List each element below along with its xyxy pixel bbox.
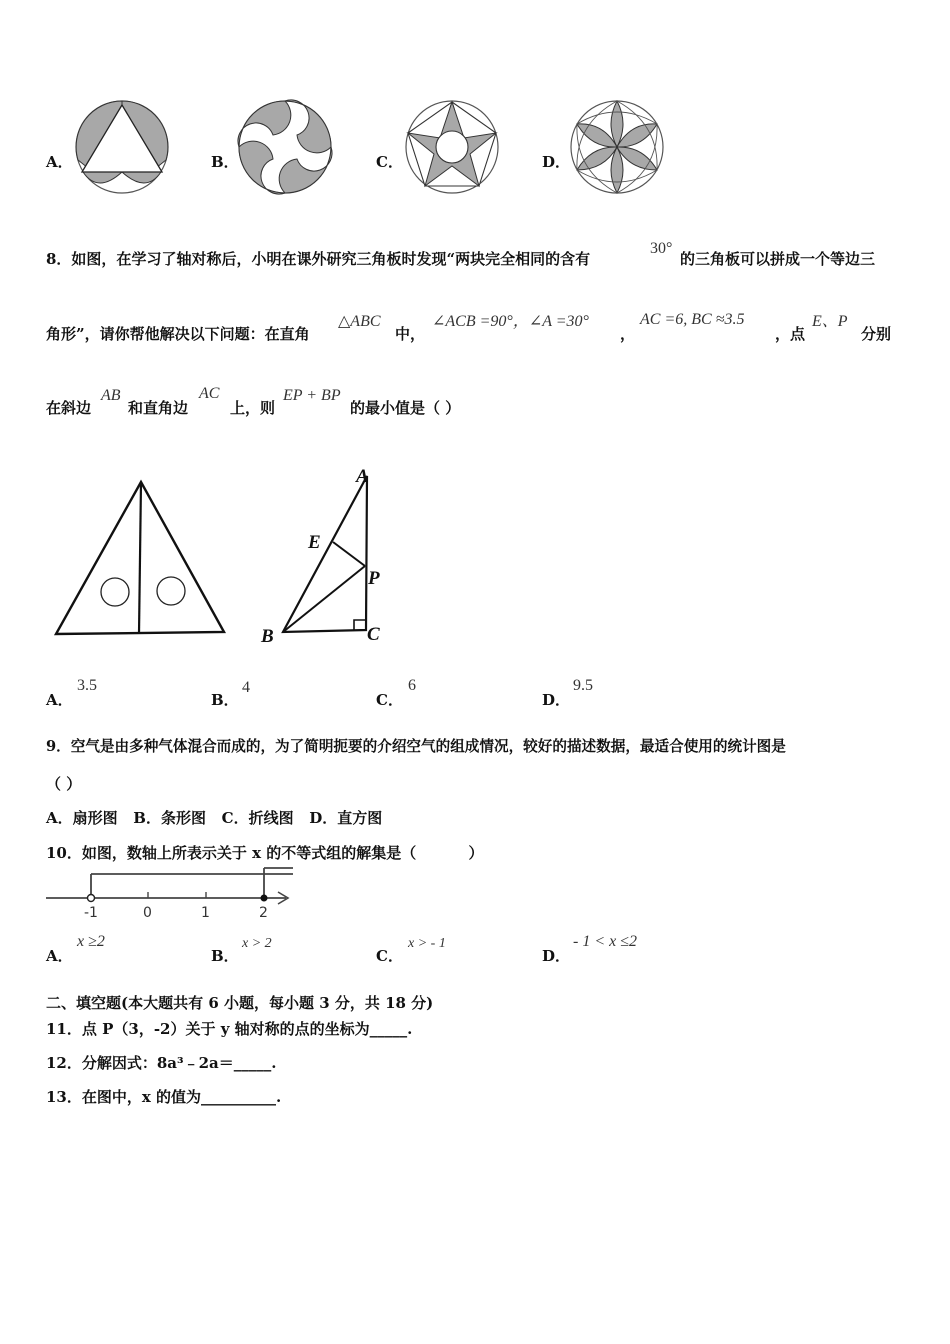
q7-figure-b	[237, 100, 337, 196]
q10-option-b-value: x > 2	[242, 936, 272, 951]
q8-label-e: E	[308, 532, 321, 553]
q8-line2-e: 分别	[861, 325, 892, 343]
q8-option-b-label: B．	[211, 691, 239, 709]
q8-option-a-value: 3.5	[77, 677, 97, 694]
q8-math-angles: ∠ACB =90°，∠A =30°	[432, 313, 589, 330]
q8-line1-a: 8．如图，在学习了轴对称后，小明在课外研究三角板时发现“两块完全相同的含有	[46, 250, 591, 268]
q8-math-ep: E、P	[812, 313, 848, 330]
q10-option-a-value: x ≥2	[77, 933, 105, 950]
q8-math-triangle: △ABC	[338, 313, 381, 330]
q8-option-c-value: 6	[408, 677, 416, 694]
q8-option-d-value: 9.5	[573, 677, 593, 694]
q10-tick-neg1: -1	[84, 905, 98, 921]
q8-line3-d: 的最小值是（ ）	[350, 399, 461, 417]
q10-tick-0: 0	[143, 905, 152, 921]
q8-option-a-label: A．	[46, 691, 73, 709]
q9-options: A．扇形图 B．条形图 C．折线图 D．直方图	[46, 809, 383, 827]
q8-line2-a: 角形”，请你帮他解决以下问题：在直角	[46, 325, 310, 343]
section-2-title: 二、填空题(本大题共有 6 小题，每小题 3 分，共 18 分)	[46, 994, 434, 1012]
q7-option-b-label: B．	[211, 153, 239, 171]
q9-line2: （ ）	[46, 775, 82, 793]
q10-tick-1: 1	[201, 905, 210, 921]
q8-label-c: C	[367, 624, 380, 645]
q8-line3-a: 在斜边	[46, 399, 92, 417]
q12-text: 12．分解因式：8a³﹣2a＝_____.	[46, 1054, 277, 1072]
q8-line3-b: 和直角边	[128, 399, 189, 417]
q8-line2-c: ，	[620, 325, 636, 343]
q10-option-d-value: - 1 < x ≤2	[573, 933, 638, 950]
q8-line2-d: ，点	[775, 325, 806, 343]
q8-math-epbp: EP + BP	[283, 387, 341, 404]
q10-option-d-label: D．	[542, 947, 571, 965]
q7-figure-d	[569, 100, 669, 196]
q8-math-ab: AB	[101, 387, 121, 404]
q8-equilateral-figure	[50, 476, 230, 641]
q8-math-sides: AC =6, BC ≈3.5	[640, 311, 745, 328]
q8-line3-c: 上，则	[230, 399, 276, 417]
q8-line1-b: 的三角板可以拼成一个等边三	[680, 250, 876, 268]
q8-label-a: A	[356, 466, 369, 487]
q13-text: 13．在图中，x 的值为__________.	[46, 1088, 282, 1106]
q8-math-30deg: 30°	[650, 240, 673, 257]
q7-option-c-label: C．	[376, 153, 403, 171]
q10-option-c-label: C．	[376, 947, 403, 965]
q10-stem: 10．如图，数轴上所表示关于 x 的不等式组的解集是（ ）	[46, 844, 484, 862]
q8-option-b-value: 4	[242, 679, 250, 696]
q8-right-triangle-figure	[255, 462, 395, 652]
q11-text: 11．点 P（3，-2）关于 y 轴对称的点的坐标为_____.	[46, 1020, 413, 1038]
q10-tick-2: 2	[259, 905, 268, 921]
q7-figure-a	[73, 100, 173, 196]
q8-line2-b: 中，	[395, 325, 426, 343]
q8-label-p: P	[368, 568, 380, 589]
q9-line1: 9．空气是由多种气体混合而成的，为了简明扼要的介绍空气的组成情况，较好的描述数据，最适合使用的统计图是	[46, 738, 786, 755]
q8-option-d-label: D．	[542, 691, 571, 709]
q7-option-a-label: A．	[46, 153, 73, 171]
q10-number-line	[44, 866, 294, 922]
q10-option-a-label: A．	[46, 947, 73, 965]
q8-option-c-label: C．	[376, 691, 403, 709]
q7-option-d-label: D．	[542, 153, 571, 171]
q10-option-b-label: B．	[211, 947, 239, 965]
q10-option-c-value: x > - 1	[408, 936, 446, 951]
q7-figure-c	[404, 100, 504, 196]
q8-label-b: B	[261, 626, 274, 647]
q8-math-ac: AC	[199, 385, 220, 402]
